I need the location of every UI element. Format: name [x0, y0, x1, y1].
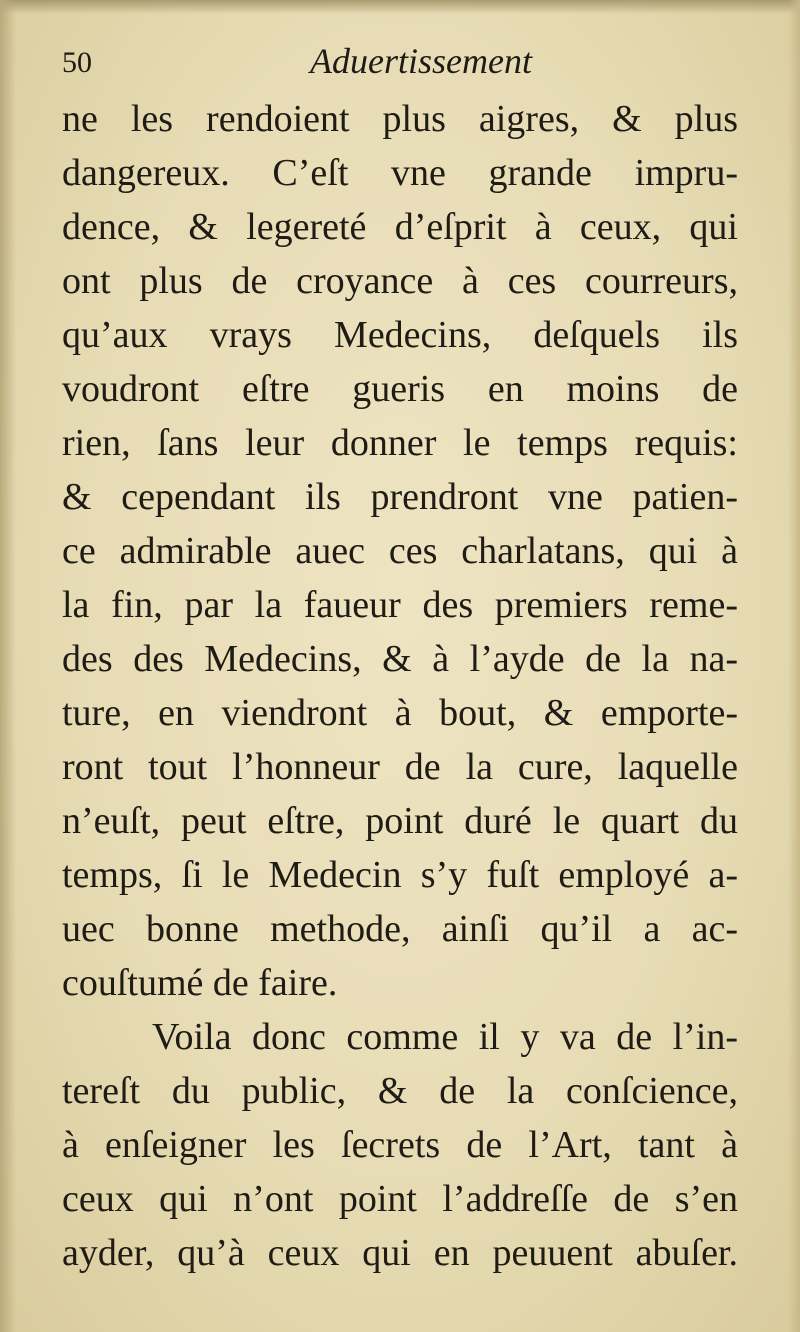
text-line: uec bonne methode, ainſi qu’il a ac- [62, 908, 738, 950]
body-text [62, 92, 738, 1280]
page-number: 50 [62, 46, 92, 79]
text-line: ayder, qu’à ceux qui en peuuent abuſer. [62, 1232, 738, 1274]
running-title: Aduertissement [310, 41, 532, 81]
text-line: temps, ſi le Medecin s’y fuſt employé a- [62, 854, 738, 896]
text-line: n’euſt, peut eſtre, point duré le quart du [62, 800, 738, 842]
text-line: à enſeigner les ſecrets de l’Art, tant à [62, 1124, 738, 1166]
page-left-edge [0, 0, 16, 1332]
text-line: dence, & legereté d’eſprit à ceux, qui [62, 206, 738, 248]
text-line: qu’aux vrays Medecins, deſquels ils [62, 314, 738, 356]
page-right-edge [788, 0, 800, 1332]
text-line: la fin, par la faueur des premiers reme- [62, 584, 738, 626]
page-top-edge [0, 0, 800, 14]
text-line: rien, ſans leur donner le temps requis: [62, 422, 738, 464]
text-line: ne les rendoient plus aigres, & plus [62, 98, 738, 140]
text-line: ce admirable auec ces charlatans, qui à [62, 530, 738, 572]
text-line: des des Medecins, & à l’ayde de la na- [62, 638, 738, 680]
text-line: voudront eſtre gueris en moins de [62, 368, 738, 410]
text-line: ceux qui n’ont point l’addreſſe de s’en [62, 1178, 738, 1220]
text-line: couſtumé de faire. [62, 962, 338, 1004]
text-line: & cependant ils prendront vne patien- [62, 476, 738, 518]
text-line: ont plus de croyance à ces courreurs, [62, 260, 738, 302]
text-line: dangereux. C’eſt vne grande impru- [62, 152, 738, 194]
text-line: Voila donc comme il y va de l’in- [152, 1016, 738, 1058]
text-line: ture, en viendront à bout, & emporte- [62, 692, 738, 734]
paragraph-2 [62, 1010, 738, 1280]
text-line: tereſt du public, & de la conſcience, [62, 1070, 738, 1112]
text-line: ront tout l’honneur de la cure, laquelle [62, 746, 738, 788]
page-header [62, 40, 742, 94]
paragraph-1 [62, 92, 738, 1010]
